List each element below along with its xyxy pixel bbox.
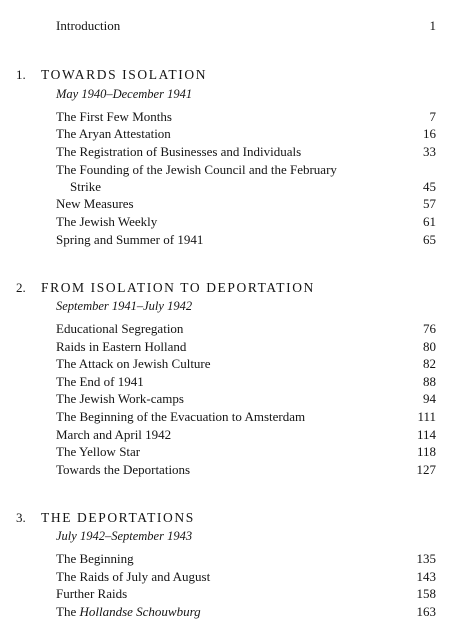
entry-title: Raids in Eastern Holland	[56, 339, 187, 354]
entry-title: The Yellow Star	[56, 444, 141, 459]
entry-page: 118	[416, 444, 436, 459]
entry-title: Towards the Deportations	[56, 462, 191, 477]
entry-title: Educational Segregation	[56, 321, 184, 336]
entry-title: The Aryan Attestation	[56, 126, 171, 141]
entry-title: Spring and Summer of 1941	[56, 232, 204, 247]
part-title: FROM ISOLATION TO DEPORTATION	[41, 280, 315, 295]
entry-title-italic: Hollandse Schouwburg	[79, 604, 201, 619]
entry-title: March and April 1942	[56, 427, 172, 442]
entry-title: The Attack on Jewish Culture	[56, 356, 211, 371]
part-dates: July 1942–September 1943	[56, 529, 193, 543]
entry-title	[56, 603, 201, 620]
entry-title: The Raids of July and August	[56, 569, 211, 584]
part-number: 2.	[16, 280, 26, 295]
entry-page: 61	[423, 214, 436, 229]
entry-title: The Registration of Businesses and Individuals	[56, 144, 302, 159]
entry-page: 45	[423, 179, 436, 194]
entry-title: The End of 1941	[56, 374, 144, 389]
entry-page: 33	[423, 144, 436, 159]
entry-title-prefix: The	[56, 604, 80, 619]
entry-title: The Jewish Weekly	[56, 214, 158, 229]
entry-title: Introduction	[56, 18, 121, 33]
entry-title: The First Few Months	[56, 109, 172, 124]
entry-page: 1	[429, 18, 436, 33]
entry-page: 127	[416, 462, 436, 477]
entry-page: 158	[416, 586, 436, 601]
entry-page: 7	[429, 109, 436, 124]
entry-title: Further Raids	[56, 586, 128, 601]
entry-title: The Jewish Work-camps	[56, 391, 184, 406]
entry-page: 80	[423, 339, 436, 354]
entry-title: The Founding of the Jewish Council and the February	[56, 162, 337, 177]
entry-page: 135	[416, 551, 436, 566]
entry-page: 16	[423, 126, 436, 141]
part-dates: May 1940–December 1941	[56, 87, 193, 101]
entry-page: 111	[417, 409, 436, 424]
entry-page: 57	[423, 196, 436, 211]
entry-title: New Measures	[56, 196, 134, 211]
entry-page: 94	[423, 391, 436, 406]
part-number: 3.	[16, 510, 26, 525]
part-title: TOWARDS ISOLATION	[41, 67, 208, 82]
entry-title: The Beginning of the Evacuation to Amsterdam	[56, 409, 306, 424]
part-dates: September 1941–July 1942	[56, 299, 193, 313]
entry-page: 82	[423, 356, 436, 371]
part-number: 1.	[16, 67, 26, 82]
entry-title-continued: Strike	[70, 179, 102, 194]
entry-title: The Beginning	[56, 551, 134, 566]
entry-page: 65	[423, 232, 436, 247]
entry-page: 76	[423, 321, 436, 336]
entry-page: 88	[423, 374, 436, 389]
part-title: THE DEPORTATIONS	[41, 510, 195, 525]
entry-page: 163	[416, 604, 436, 619]
entry-page: 143	[416, 569, 436, 584]
entry-page: 114	[416, 427, 436, 442]
